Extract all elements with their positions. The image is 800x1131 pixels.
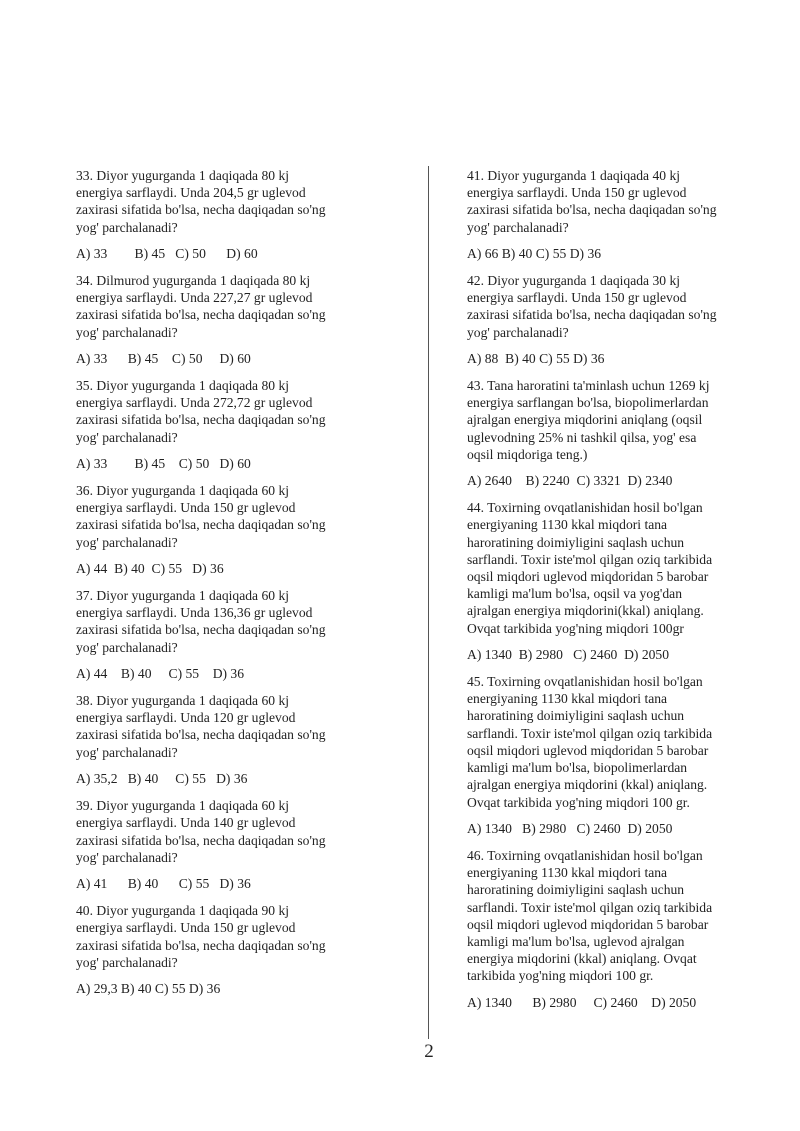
question-37	[76, 587, 376, 682]
right-column	[467, 167, 757, 1021]
question-43	[467, 377, 757, 489]
page-number: 2	[424, 1041, 434, 1062]
question-45	[467, 673, 757, 837]
answer-options: A) 44 B) 40 C) 55 D) 36	[76, 665, 245, 681]
answer-options: A) 41 B) 40 C) 55 D) 36	[76, 875, 251, 891]
answer-options: A) 88 B) 40 C) 55 D) 36	[467, 350, 605, 366]
answer-options: A) 1340 B) 2980 C) 2460 D) 2050	[467, 646, 670, 662]
answer-options: A) 1340 B) 2980 C) 2460 D) 2050	[467, 994, 697, 1010]
question-text: 36. Diyor yugurganda 1 daqiqada 60 kj energiya sarflaydi. Unda 150 gr uglevod zaxirasi sifatida bo'lsa, necha daqiqadan so'ng yog' parchalanadi?	[76, 483, 326, 550]
question-text: 42. Diyor yugurganda 1 daqiqada 30 kj energiya sarflaydi. Unda 150 gr uglevod zaxirasi sifatida bo'lsa, necha daqiqadan so'ng yog' parchalanadi?	[467, 273, 717, 340]
question-text: 40. Diyor yugurganda 1 daqiqada 90 kj energiya sarflaydi. Unda 150 gr uglevod zaxirasi sifatida bo'lsa, necha daqiqadan so'ng yog' parchalanadi?	[76, 903, 326, 970]
question-35	[76, 377, 376, 472]
question-41	[467, 167, 757, 262]
question-46	[467, 847, 757, 1011]
question-text: 34. Dilmurod yugurganda 1 daqiqada 80 kj energiya sarflaydi. Unda 227,27 gr uglevod zaxirasi sifatida bo'lsa, necha daqiqadan so'ng yog' parchalanadi?	[76, 273, 326, 340]
question-text: 45. Toxirning ovqatlanishidan hosil bo'lgan energiyaning 1130 kkal miqdori tana haroratining doimiyligini saqlash uchun sarflandi. Toxir iste'mol qilgan oziq tarkibida oqsil miqdori uglevod miqdoridan 5 barobar kamligi ma'lum bo'lsa, biopolimerlardan ajralgan energiya miqdorini (kkal) aniqlang. Ovqat tarkibida yog'ning miqdori 100 gr.	[467, 674, 713, 810]
answer-options: A) 1340 B) 2980 C) 2460 D) 2050	[467, 820, 673, 836]
question-text: 43. Tana haroratini ta'minlash uchun 1269 kj energiya sarflangan bo'lsa, biopolimerlardan ajralgan energiya miqdorini aniqlang (oqsil uglevodning 25% ni tashkil qilsa, yog' esa oqsil miqdoriga teng.)	[467, 378, 710, 462]
question-text: 41. Diyor yugurganda 1 daqiqada 40 kj energiya sarflaydi. Unda 150 gr uglevod zaxirasi sifatida bo'lsa, necha daqiqadan so'ng yog' parchalanadi?	[467, 168, 717, 235]
answer-options: A) 33 B) 45 C) 50 D) 60	[76, 350, 251, 366]
question-40	[76, 902, 376, 997]
answer-options: A) 33 B) 45 C) 50 D) 60	[76, 245, 258, 261]
question-text: 37. Diyor yugurganda 1 daqiqada 60 kj energiya sarflaydi. Unda 136,36 gr uglevod zaxirasi sifatida bo'lsa, necha daqiqadan so'ng yog' parchalanadi?	[76, 588, 326, 655]
column-divider	[428, 166, 429, 1039]
question-36	[76, 482, 376, 577]
answer-options: A) 29,3 B) 40 C) 55 D) 36	[76, 980, 221, 996]
question-text: 39. Diyor yugurganda 1 daqiqada 60 kj energiya sarflaydi. Unda 140 gr uglevod zaxirasi sifatida bo'lsa, necha daqiqadan so'ng yog' parchalanadi?	[76, 798, 326, 865]
question-text: 35. Diyor yugurganda 1 daqiqada 80 kj energiya sarflaydi. Unda 272,72 gr uglevod zaxirasi sifatida bo'lsa, necha daqiqadan so'ng yog' parchalanadi?	[76, 378, 326, 445]
question-33	[76, 167, 376, 262]
answer-options: A) 2640 B) 2240 C) 3321 D) 2340	[467, 473, 673, 489]
answer-options: A) 35,2 B) 40 C) 55 D) 36	[76, 770, 248, 786]
question-42	[467, 272, 757, 367]
question-text: 33. Diyor yugurganda 1 daqiqada 80 kj energiya sarflaydi. Unda 204,5 gr uglevod zaxirasi sifatida bo'lsa, necha daqiqadan so'ng yog' parchalanadi?	[76, 168, 326, 235]
question-38	[76, 692, 376, 787]
answer-options: A) 33 B) 45 C) 50 D) 60	[76, 455, 251, 471]
question-34	[76, 272, 376, 367]
answer-options: A) 44 B) 40 C) 55 D) 36	[76, 560, 224, 576]
left-column	[76, 167, 376, 1007]
question-44	[467, 499, 757, 663]
question-39	[76, 797, 376, 892]
answer-options: A) 66 B) 40 C) 55 D) 36	[467, 245, 602, 261]
question-text: 38. Diyor yugurganda 1 daqiqada 60 kj energiya sarflaydi. Unda 120 gr uglevod zaxirasi sifatida bo'lsa, necha daqiqadan so'ng yog' parchalanadi?	[76, 693, 326, 760]
question-text: 44. Toxirning ovqatlanishidan hosil bo'lgan energiyaning 1130 kkal miqdori tana haroratining doimiyligini saqlash uchun sarflandi. Toxir iste'mol qilgan oziq tarkibida oqsil miqdori uglevod miqdoridan 5 barobar kamligi ma'lum bo'lsa, oqsil va yog'dan ajralgan energiya miqdorini(kkal) aniqlang. Ovqat tarkibida yog'ning miqdori 100gr	[467, 500, 713, 636]
question-text: 46. Toxirning ovqatlanishidan hosil bo'lgan energiyaning 1130 kkal miqdori tana haroratining doimiyligini saqlash uchun sarflandi. Toxir iste'mol qilgan oziq tarkibida oqsil miqdori uglevod miqdoridan 5 barobar kamligi ma'lum bo'lsa, uglevod ajralgan energiya miqdorini (kkal) aniqlang. Ovqat tarkibida yog'ning miqdori 100 gr.	[467, 847, 713, 984]
